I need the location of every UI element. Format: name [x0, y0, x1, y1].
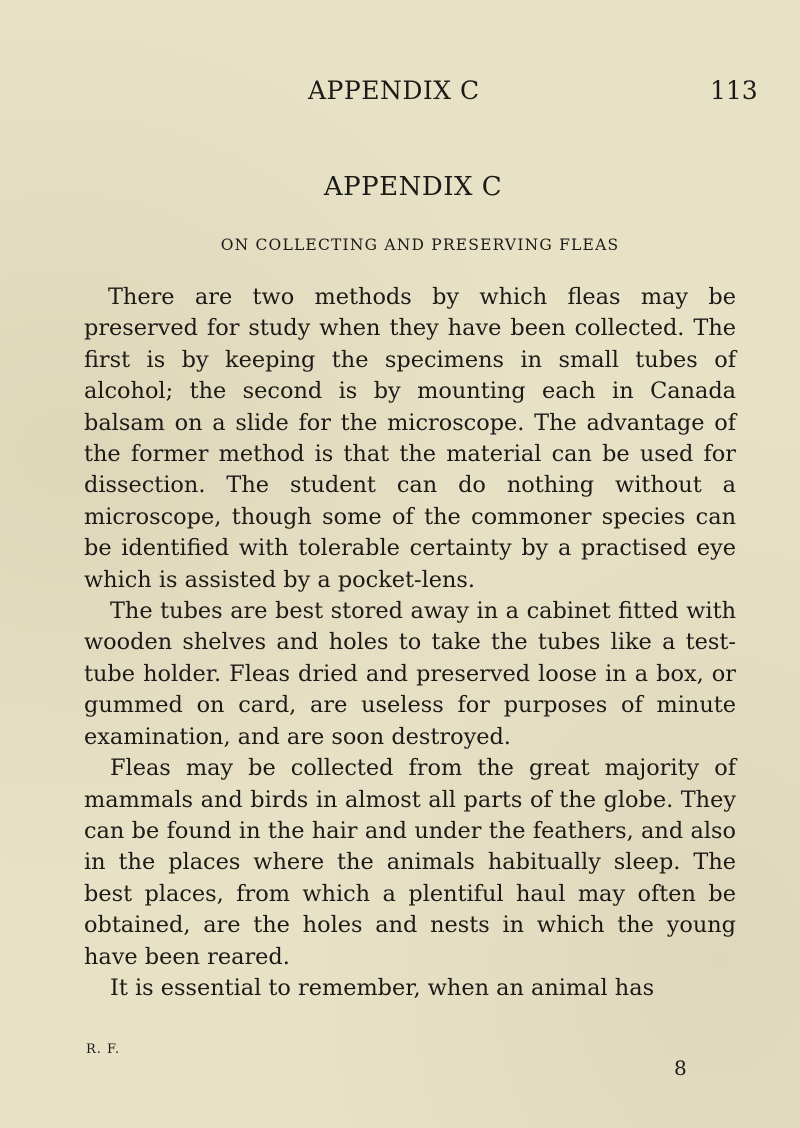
paragraph-3: Fleas may be collected from the great majority of mammals and birds in almost all parts of the globe. They can be found in the hair and under the feathers, and also in the places where the animals habitually sleep. The best places, from which a plentiful haul may often be obtained, are the holes and nests in which the young have been reared. — [84, 755, 736, 970]
paragraph-1: There are two methods by which fleas may be preserved for study when they have been collected. The first is by keeping the specimens in small tubes of alcohol; the second is by mounting each in Canada balsam on a slide for the microscope. The advantage of the former method is that the material can be used for dissection. The student can do nothing without a microscope, though some of the commoner species can be identified with tolerable certainty by a practised eye which is assisted by a pocket-lens. — [84, 284, 736, 593]
body-text — [84, 282, 736, 1004]
signature-mark: R. F. — [86, 1042, 121, 1057]
page-number: 113 — [710, 76, 758, 105]
paragraph-4: It is essential to remember, when an animal has — [110, 974, 655, 1001]
signature-number: 8 — [674, 1056, 687, 1080]
paragraph-2: The tubes are best stored away in a cabinet fitted with wooden shelves and holes to take the tubes like a test-tube holder. Fleas dried and preserved loose in a box, or gummed on card, are useless for purposes of minute examination, and are soon destroyed. — [84, 598, 736, 750]
running-head — [0, 76, 800, 110]
running-head-title: APPENDIX C — [308, 76, 480, 105]
chapter-title: APPENDIX C — [323, 172, 503, 202]
chapter-subtitle: ON COLLECTING AND PRESERVING FLEAS — [220, 236, 620, 254]
